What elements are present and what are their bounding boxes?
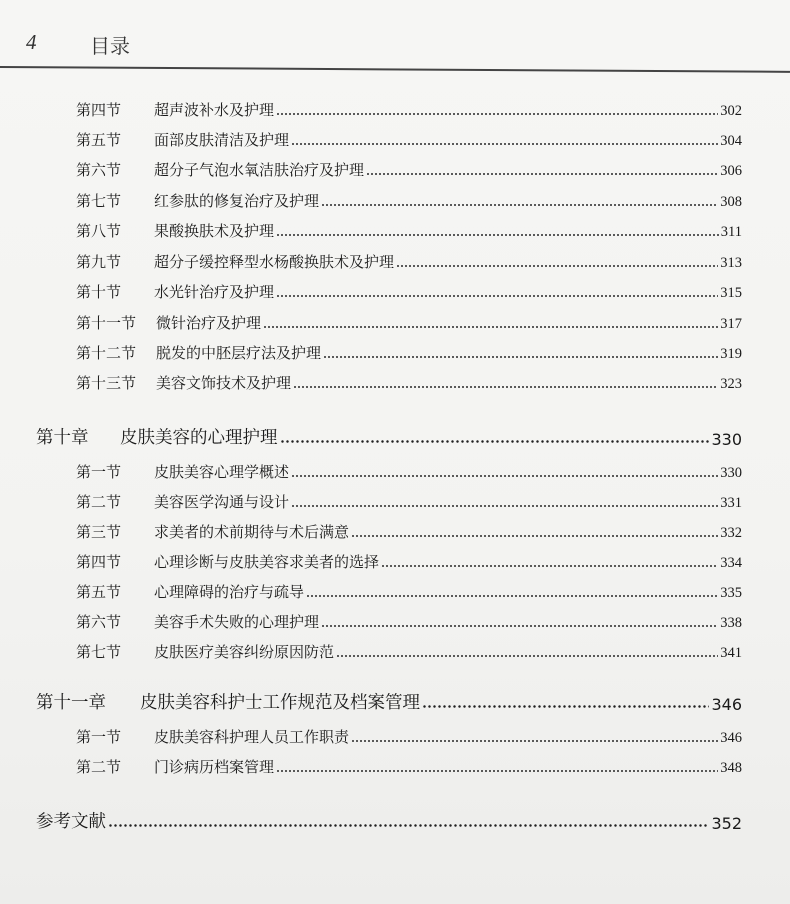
toc-section-entry xyxy=(76,608,742,632)
page-ref: 335 xyxy=(720,585,742,601)
dot-leader xyxy=(321,625,718,627)
page-ref: 304 xyxy=(720,133,742,149)
dot-leader xyxy=(291,143,718,145)
entry-title: 面部皮肤清洁及护理 xyxy=(154,131,290,149)
entry-title: 超声波补水及护理 xyxy=(154,101,275,119)
entry-label: 第六节 xyxy=(76,161,122,179)
entry-title: 超分子缓控释型水杨酸换肤术及护理 xyxy=(154,253,395,271)
toc-section-entry xyxy=(76,518,742,542)
page-ref: 331 xyxy=(720,495,742,511)
entry-title: 水光针治疗及护理 xyxy=(154,283,275,301)
page-ref: 334 xyxy=(720,555,742,571)
page-number: 4 xyxy=(26,30,37,54)
toc-section-entry xyxy=(76,638,742,662)
toc-section-entry xyxy=(76,278,742,302)
toc-section-entry xyxy=(76,753,742,777)
entry-label: 第八节 xyxy=(76,222,122,240)
toc-section-entry xyxy=(76,96,742,120)
entry-title: 脱发的中胚层疗法及护理 xyxy=(156,344,322,362)
entry-label: 第五节 xyxy=(76,583,122,601)
entry-title: 皮肤美容科护理人员工作职责 xyxy=(154,728,350,746)
dot-leader xyxy=(291,505,718,507)
entry-title: 美容手术失败的心理护理 xyxy=(154,613,320,631)
dot-leader xyxy=(351,740,718,742)
toc-section-entry xyxy=(76,156,742,180)
dot-leader xyxy=(336,655,718,657)
toc-section-entry xyxy=(76,548,742,572)
dot-leader xyxy=(291,475,718,477)
page-ref: 315 xyxy=(720,285,742,301)
entry-label: 第十二节 xyxy=(76,344,137,362)
entry-label: 第二节 xyxy=(76,758,122,776)
toc-section-entry xyxy=(76,488,742,512)
entry-label: 第十一节 xyxy=(76,314,137,332)
toc-section-entry xyxy=(76,458,742,482)
dot-leader xyxy=(396,265,718,267)
entry-label: 第二节 xyxy=(76,493,122,511)
toc-chapter-entry xyxy=(36,805,742,833)
entry-title: 参考文献 xyxy=(36,812,106,832)
page-ref: 346 xyxy=(711,695,742,714)
page-ref: 330 xyxy=(720,465,742,481)
dot-leader xyxy=(323,356,718,358)
toc-section-entry xyxy=(76,248,742,272)
entry-title: 皮肤医疗美容纠纷原因防范 xyxy=(154,643,335,661)
page-ref: 311 xyxy=(720,224,742,240)
entry-label: 第四节 xyxy=(76,101,122,119)
page-ref: 313 xyxy=(720,255,742,271)
entry-label: 第九节 xyxy=(76,253,122,271)
entry-label: 第六节 xyxy=(76,613,122,631)
entry-title: 皮肤美容的心理护理 xyxy=(120,428,278,448)
entry-label: 第十三节 xyxy=(76,374,137,392)
page-ref: 352 xyxy=(711,814,742,833)
toc-section-entry xyxy=(76,309,742,333)
toc-chapter-entry xyxy=(36,686,742,714)
dot-leader xyxy=(321,204,718,206)
entry-title: 求美者的术前期待与术后满意 xyxy=(154,523,350,541)
entry-label: 第十节 xyxy=(76,283,122,301)
entry-label: 第十章 xyxy=(36,428,89,448)
toc-section-entry xyxy=(76,187,742,211)
entry-label: 第十一章 xyxy=(36,693,106,713)
toc-section-entry xyxy=(76,723,742,747)
dot-leader xyxy=(306,595,718,597)
entry-title: 心理障碍的治疗与疏导 xyxy=(154,583,305,601)
entry-title: 皮肤美容科护士工作规范及档案管理 xyxy=(140,693,420,713)
page-ref: 308 xyxy=(720,194,742,210)
page-ref: 338 xyxy=(720,615,742,631)
entry-label: 第一节 xyxy=(76,728,122,746)
entry-label: 第五节 xyxy=(76,131,122,149)
page-ref: 317 xyxy=(720,316,742,332)
dot-leader xyxy=(276,770,718,772)
entry-title: 美容医学沟通与设计 xyxy=(154,493,290,511)
page-ref: 332 xyxy=(720,525,742,541)
toc-section-entry xyxy=(76,339,742,363)
entry-title: 美容文饰技术及护理 xyxy=(156,374,292,392)
entry-title: 红参肽的修复治疗及护理 xyxy=(154,192,320,210)
entry-title: 微针治疗及护理 xyxy=(156,314,262,332)
dot-leader xyxy=(422,705,709,708)
dot-leader xyxy=(263,326,718,328)
page-ref: 346 xyxy=(720,730,742,746)
entry-title: 超分子气泡水氧洁肤治疗及护理 xyxy=(154,161,365,179)
entry-title: 果酸换肤术及护理 xyxy=(154,222,275,240)
page-ref: 302 xyxy=(720,103,742,119)
page-ref: 330 xyxy=(711,430,742,449)
toc-section-entry xyxy=(76,217,742,241)
toc-section-entry xyxy=(76,578,742,602)
entry-title: 皮肤美容心理学概述 xyxy=(154,463,290,481)
entry-label: 第七节 xyxy=(76,192,122,210)
toc-chapter-entry xyxy=(36,421,742,449)
entry-label: 第四节 xyxy=(76,553,122,571)
dot-leader xyxy=(280,440,710,443)
dot-leader xyxy=(276,113,718,115)
dot-leader xyxy=(293,386,718,388)
dot-leader xyxy=(276,234,719,236)
toc-section-entry xyxy=(76,369,742,393)
entry-title: 门诊病历档案管理 xyxy=(154,758,275,776)
page-ref: 348 xyxy=(720,760,742,776)
header-title: 目录 xyxy=(90,34,130,58)
entry-title: 心理诊断与皮肤美容求美者的选择 xyxy=(154,553,380,571)
page-ref: 341 xyxy=(720,645,742,661)
page-ref: 306 xyxy=(720,163,742,179)
dot-leader xyxy=(381,565,718,567)
dot-leader xyxy=(366,173,718,175)
dot-leader xyxy=(108,824,709,827)
entry-label: 第三节 xyxy=(76,523,122,541)
entry-label: 第一节 xyxy=(76,463,122,481)
dot-leader xyxy=(276,295,718,297)
page-ref: 319 xyxy=(720,346,742,362)
toc-section-entry xyxy=(76,126,742,150)
page-ref: 323 xyxy=(720,376,742,392)
entry-label: 第七节 xyxy=(76,643,122,661)
dot-leader xyxy=(351,535,718,537)
